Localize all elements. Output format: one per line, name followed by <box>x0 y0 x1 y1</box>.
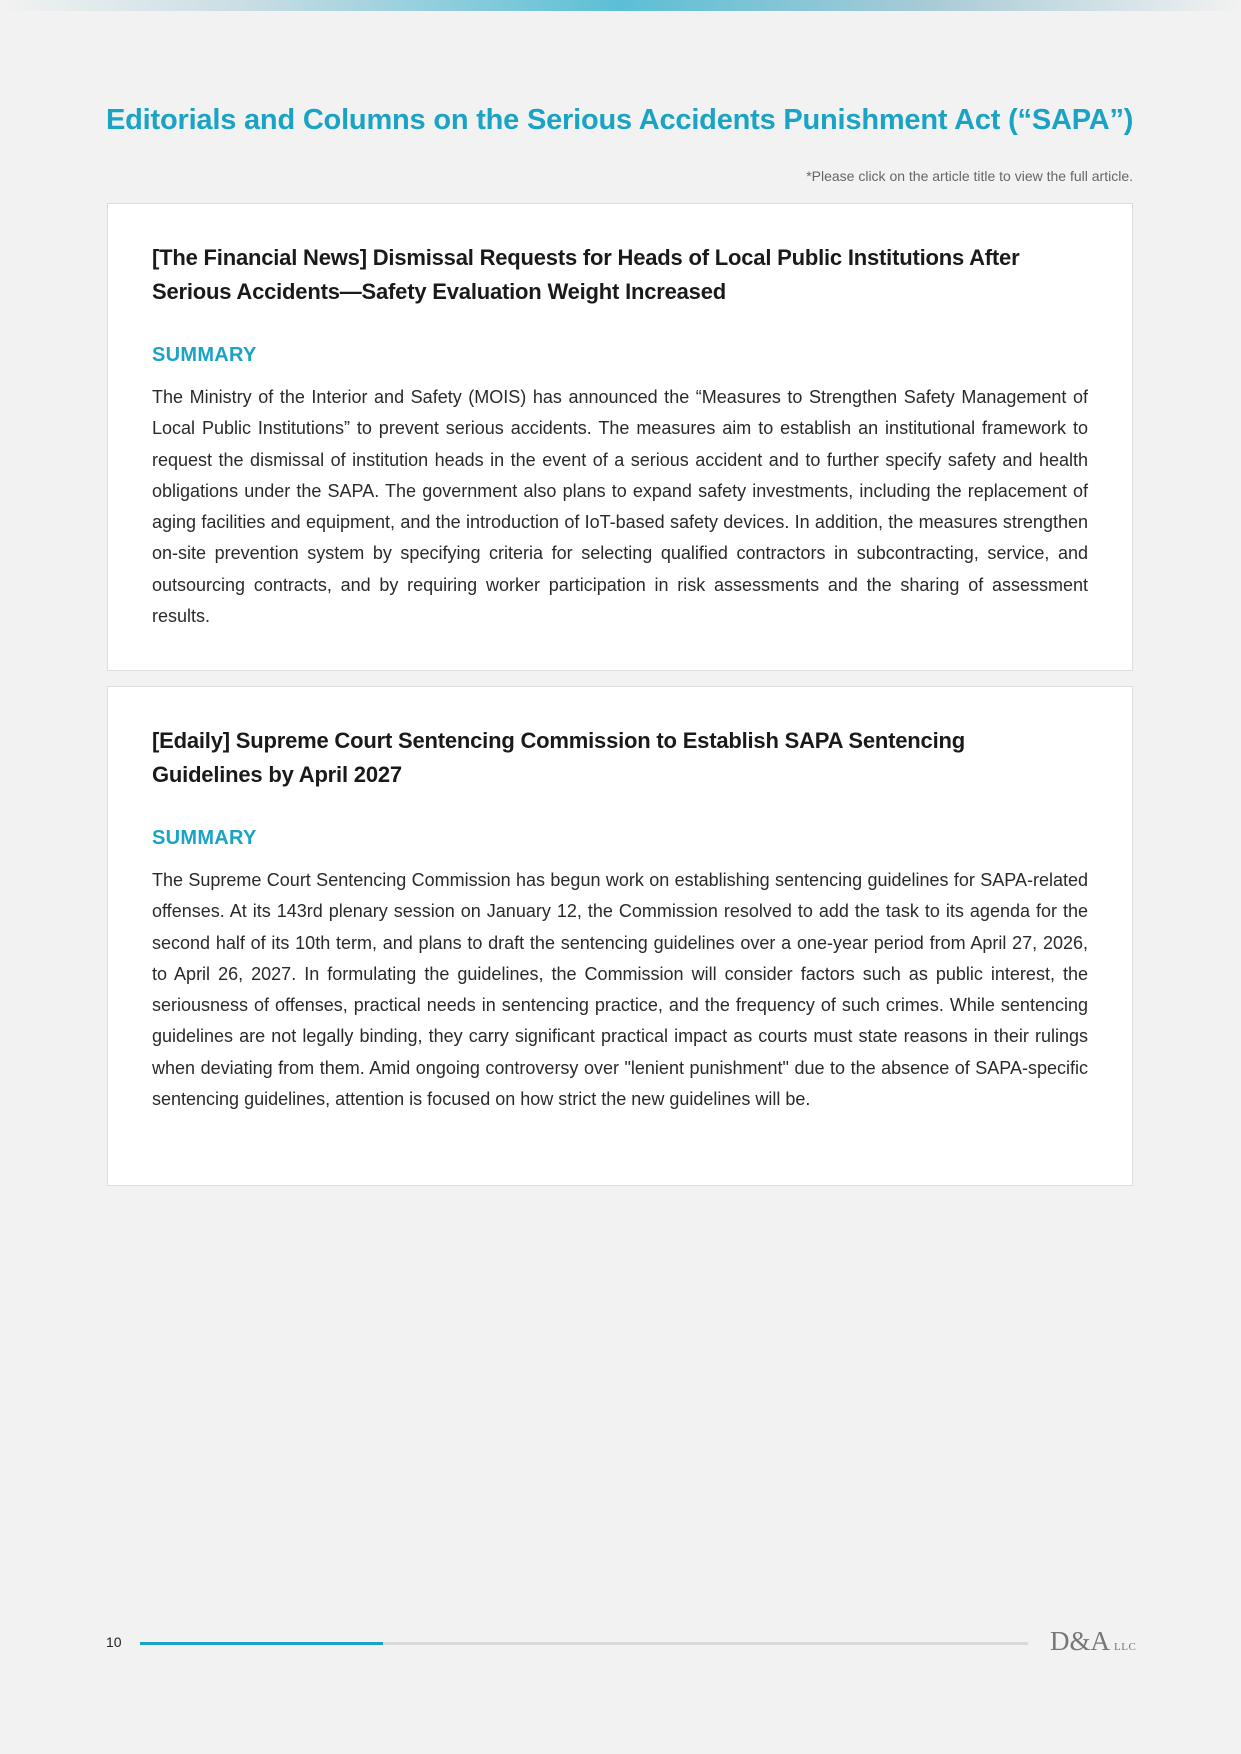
logo-suffix: LLC <box>1114 1641 1137 1653</box>
footer-progress-line <box>140 1642 1028 1645</box>
page-number: 10 <box>106 1634 122 1650</box>
click-instruction-note: *Please click on the article title to view the full article. <box>806 168 1133 184</box>
top-gradient-bar <box>0 0 1241 11</box>
footer-progress-fill <box>140 1642 383 1645</box>
article-title-link[interactable]: [The Financial News] Dismissal Requests for Heads of Local Public Institutions After Serious Accidents—Safety Evaluation Weight Increased <box>152 245 1020 304</box>
logo-text: D&A <box>1050 1626 1110 1656</box>
company-logo <box>1050 1626 1136 1657</box>
article-card <box>107 686 1133 1186</box>
article-card <box>107 203 1133 671</box>
summary-label: SUMMARY <box>152 827 257 849</box>
article-title-link[interactable]: [Edaily] Supreme Court Sentencing Commission to Establish SAPA Sentencing Guidelines by April 2027 <box>152 728 965 787</box>
article-summary: The Ministry of the Interior and Safety (MOIS) has announced the “Measures to Strengthen Safety Management of Local Public Institutions” to prevent serious accidents. The measures aim to establish an institutional framework to request the dismissal of institution heads in the event of a serious accident and to further specify safety and health obligations under the SAPA. The government also plans to expand safety investments, including the replacement of aging facilities and equipment, and the introduction of IoT-based safety devices. In addition, the measures strengthen on-site prevention system by specifying criteria for selecting qualified contractors in subcontracting, service, and outsourcing contracts, and by requiring worker participation in risk assessments and the sharing of assessment results. <box>152 387 1088 627</box>
page-title: Editorials and Columns on the Serious Accidents Punishment Act (“SAPA”) <box>106 104 1134 136</box>
article-summary: The Supreme Court Sentencing Commission has begun work on establishing sentencing guidelines for SAPA-related offenses. At its 143rd plenary session on January 12, the Commission resolved to add the task to its agenda for the second half of its 10th term, and plans to draft the sentencing guidelines over a one-year period from April 27, 2026, to April 26, 2027. In formulating the guidelines, the Commission will consider factors such as public interest, the seriousness of offenses, practical needs in sentencing practice, and the frequency of such crimes. While sentencing guidelines are not legally binding, they carry significant practical impact as courts must state reasons in their rulings when deviating from them. Amid ongoing controversy over "lenient punishment" due to the absence of SAPA-specific sentencing guidelines, attention is focused on how strict the new guidelines will be. <box>152 870 1088 1110</box>
summary-label: SUMMARY <box>152 344 257 366</box>
